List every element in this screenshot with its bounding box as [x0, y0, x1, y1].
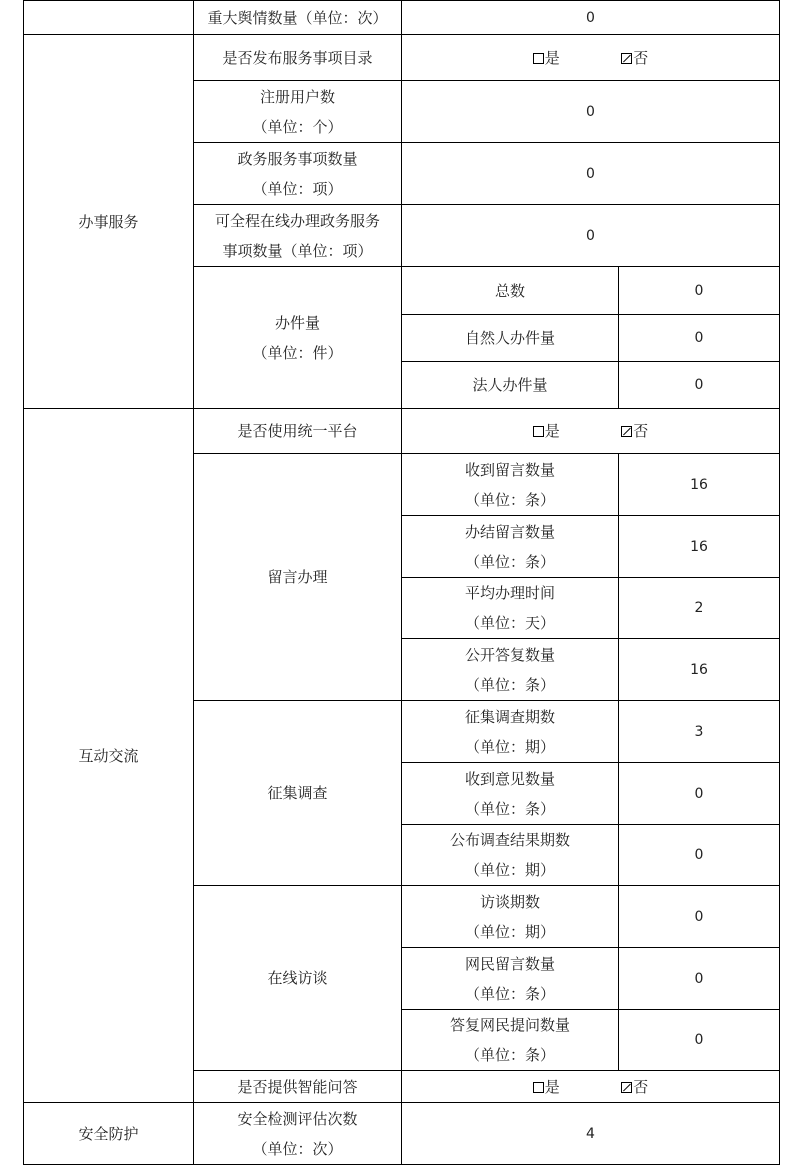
sub-label — [402, 825, 619, 886]
checkbox-group — [402, 409, 780, 454]
row-label — [194, 1103, 402, 1165]
section-label-anquan: 安全防护 — [24, 1103, 194, 1165]
checkbox-yes[interactable] — [533, 426, 544, 437]
label-line1: 办件量 — [274, 313, 320, 332]
checkbox-yes-label: 是 — [544, 1077, 560, 1096]
sub-label — [402, 454, 619, 516]
section-label-hudong: 互动交流 — [24, 409, 194, 1103]
checkbox-yes-label: 是 — [544, 48, 560, 67]
sub-value: 0 — [619, 763, 780, 825]
label-line1: 公开答复数量 — [464, 645, 555, 664]
label-line2: （单位：条） — [464, 490, 555, 509]
sub-value: 0 — [619, 362, 780, 409]
group-label-volume — [194, 267, 402, 409]
sub-label — [402, 763, 619, 825]
label-line2: （单位：个） — [252, 117, 343, 136]
label-line2: （单位：条） — [464, 1046, 555, 1064]
label-line2: （单位：条） — [464, 552, 555, 571]
sub-value: 0 — [619, 948, 780, 1010]
label-line2: （单位：条） — [464, 984, 555, 1003]
row-value: 0 — [402, 81, 780, 143]
group-label-interview: 在线访谈 — [194, 886, 402, 1071]
label-line2: （单位：期） — [464, 861, 555, 879]
sub-label — [402, 948, 619, 1010]
section-label-banshi: 办事服务 — [24, 35, 194, 409]
sub-label — [402, 639, 619, 701]
checkbox-no-label: 否 — [633, 422, 649, 440]
label-line2: （单位：条） — [464, 799, 555, 818]
label-line2: （单位：件） — [252, 343, 343, 362]
row-value: 0 — [402, 1, 780, 35]
sub-value: 0 — [619, 267, 780, 315]
label-line1: 公布调查结果期数 — [449, 831, 570, 849]
table-row — [24, 35, 780, 81]
row-label: 是否使用统一平台 — [194, 409, 402, 454]
label-line2: （单位：条） — [464, 675, 555, 694]
row-value: 4 — [402, 1103, 780, 1165]
label-line2: 事项数量（单位：项） — [222, 241, 373, 260]
label-line1: 政务服务事项数量 — [237, 149, 358, 168]
report-table — [23, 0, 780, 1165]
label-line2: （单位：项） — [252, 179, 343, 198]
checkbox-group — [402, 1071, 780, 1103]
sub-label — [402, 886, 619, 948]
group-label-messages: 留言办理 — [194, 454, 402, 701]
checkbox-no-label: 否 — [633, 1077, 649, 1096]
label-line1: 网民留言数量 — [464, 954, 555, 973]
sub-value: 2 — [619, 578, 780, 639]
label-line1: 办结留言数量 — [464, 522, 555, 541]
sub-label — [402, 516, 619, 578]
row-value: 0 — [402, 205, 780, 267]
table-row — [24, 1, 780, 35]
table-row — [24, 1103, 780, 1165]
checkbox-no-checked[interactable] — [621, 53, 632, 64]
sub-label: 总数 — [402, 267, 619, 315]
label-line1: 访谈期数 — [479, 892, 540, 911]
sub-value: 16 — [619, 454, 780, 516]
row-label — [194, 205, 402, 267]
label-line2: （单位：天） — [464, 614, 555, 632]
checkbox-no-label: 否 — [633, 48, 649, 67]
checkbox-yes-label: 是 — [544, 422, 560, 440]
label-line1: 征集调查期数 — [464, 707, 555, 726]
sub-value: 0 — [619, 886, 780, 948]
label-line1: 答复网民提问数量 — [449, 1016, 570, 1034]
sub-value: 3 — [619, 701, 780, 763]
sub-value: 16 — [619, 516, 780, 578]
group-label-survey: 征集调查 — [194, 701, 402, 886]
sub-value: 0 — [619, 315, 780, 362]
sub-value: 0 — [619, 825, 780, 886]
label-line1: 收到意见数量 — [464, 769, 555, 788]
checkbox-no-checked[interactable] — [621, 1082, 632, 1093]
sub-label — [402, 578, 619, 639]
checkbox-yes[interactable] — [533, 53, 544, 64]
row-label — [194, 81, 402, 143]
row-label — [194, 143, 402, 205]
sub-value: 0 — [619, 1010, 780, 1071]
checkbox-no-checked[interactable] — [621, 426, 632, 437]
row-value: 0 — [402, 143, 780, 205]
label-line2: （单位：期） — [464, 737, 555, 756]
table-row — [24, 409, 780, 454]
row-label: 是否提供智能问答 — [194, 1071, 402, 1103]
row-label: 是否发布服务事项目录 — [194, 35, 402, 81]
checkbox-group — [402, 35, 780, 81]
sub-value: 16 — [619, 639, 780, 701]
label-line2: （单位：期） — [464, 922, 555, 941]
row-label-empty — [24, 1, 194, 35]
row-label: 重大舆情数量（单位：次） — [194, 1, 402, 35]
label-line1: 平均办理时间 — [464, 584, 555, 602]
sub-label — [402, 701, 619, 763]
label-line1: 可全程在线办理政务服务 — [214, 211, 380, 230]
sub-label: 自然人办件量 — [402, 315, 619, 362]
sub-label — [402, 1010, 619, 1071]
label-line2: （单位：次） — [252, 1139, 343, 1158]
label-line1: 注册用户数 — [259, 87, 335, 106]
label-line1: 收到留言数量 — [464, 460, 555, 479]
label-line1: 安全检测评估次数 — [237, 1109, 358, 1128]
checkbox-yes[interactable] — [533, 1082, 544, 1093]
sub-label: 法人办件量 — [402, 362, 619, 409]
